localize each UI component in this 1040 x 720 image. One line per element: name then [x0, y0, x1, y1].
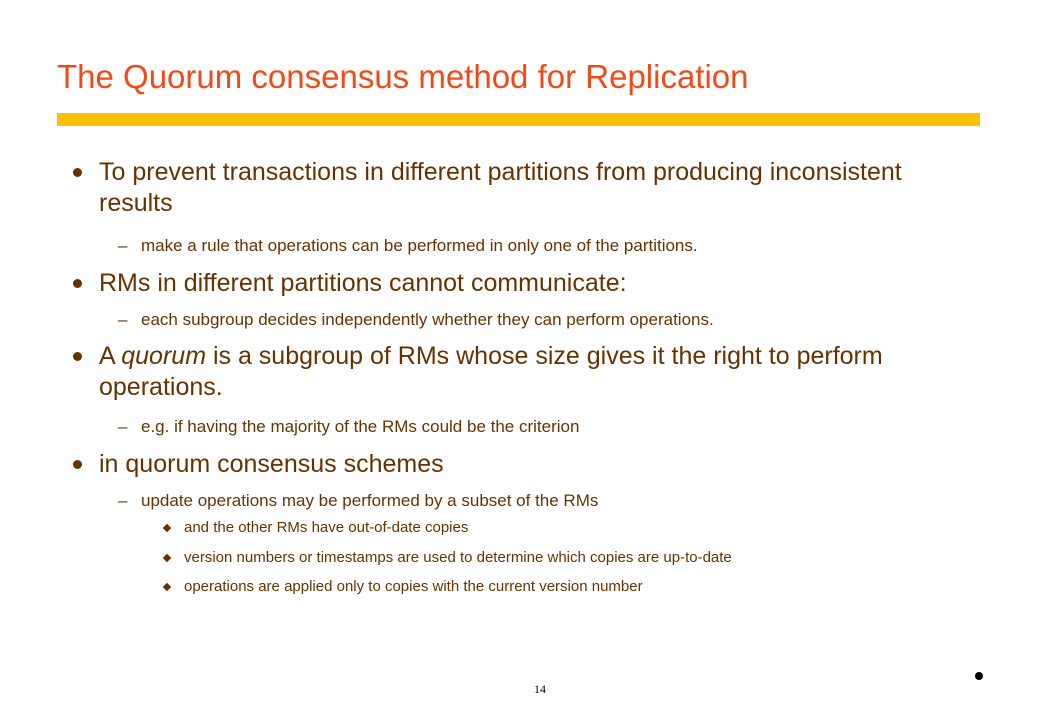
sub-bullet-3-text: e.g. if having the majority of the RMs could be the criterion [141, 417, 580, 436]
page-number: 14 [534, 682, 546, 696]
dash-marker: – [118, 310, 128, 329]
sub-bullet-2 [118, 309, 981, 331]
sub-bullet-2-text: each subgroup decides independently whether they can perform operations. [141, 310, 714, 329]
bullet-2 [99, 268, 979, 299]
sub-bullet-1 [118, 235, 981, 257]
diamond-bullet-icon [163, 554, 171, 562]
bullet-dot-icon [73, 352, 82, 361]
sub-bullet-4 [118, 490, 981, 512]
bullet-4-text: in quorum consensus schemes [99, 450, 444, 478]
dash-marker: – [118, 417, 128, 436]
sub-bullet-3 [118, 416, 981, 438]
slide-title: The Quorum consensus method for Replication [57, 58, 749, 95]
bullet-3 [99, 341, 979, 403]
dash-marker: – [118, 491, 128, 510]
dash-marker: – [118, 236, 128, 255]
sub-bullet-4-text: update operations may be performed by a subset of the RMs [141, 491, 599, 510]
bullet-4 [99, 449, 979, 480]
bullet-1 [99, 157, 979, 219]
quorum-emphasis: quorum [121, 342, 207, 370]
bullet-1-text: To prevent transactions in different partitions from producing inconsistent results [99, 158, 902, 217]
bullet-2-text: RMs in different partitions cannot communicate: [99, 269, 627, 297]
title-underline-bar [57, 113, 980, 126]
bullet-dot-icon [73, 168, 82, 177]
sub-sub-bullet-3-text: operations are applied only to copies with the current version number [184, 578, 643, 595]
sub-sub-bullet-3 [184, 577, 984, 597]
sub-sub-bullet-1 [184, 518, 984, 538]
bullet-dot-icon [73, 279, 82, 288]
sub-sub-bullet-2 [184, 548, 984, 568]
diamond-bullet-icon [163, 524, 171, 532]
corner-dot-icon [975, 672, 983, 680]
sub-sub-bullet-1-text: and the other RMs have out-of-date copies [184, 519, 469, 536]
bullet-dot-icon [73, 460, 82, 469]
sub-bullet-1-text: make a rule that operations can be performed in only one of the partitions. [141, 236, 698, 255]
sub-sub-bullet-2-text: version numbers or timestamps are used to determine which copies are up-to-date [184, 549, 732, 566]
bullet-3-text: A quorum is a subgroup of RMs whose size gives it the right to perform operations. [99, 342, 883, 401]
diamond-bullet-icon [163, 583, 171, 591]
